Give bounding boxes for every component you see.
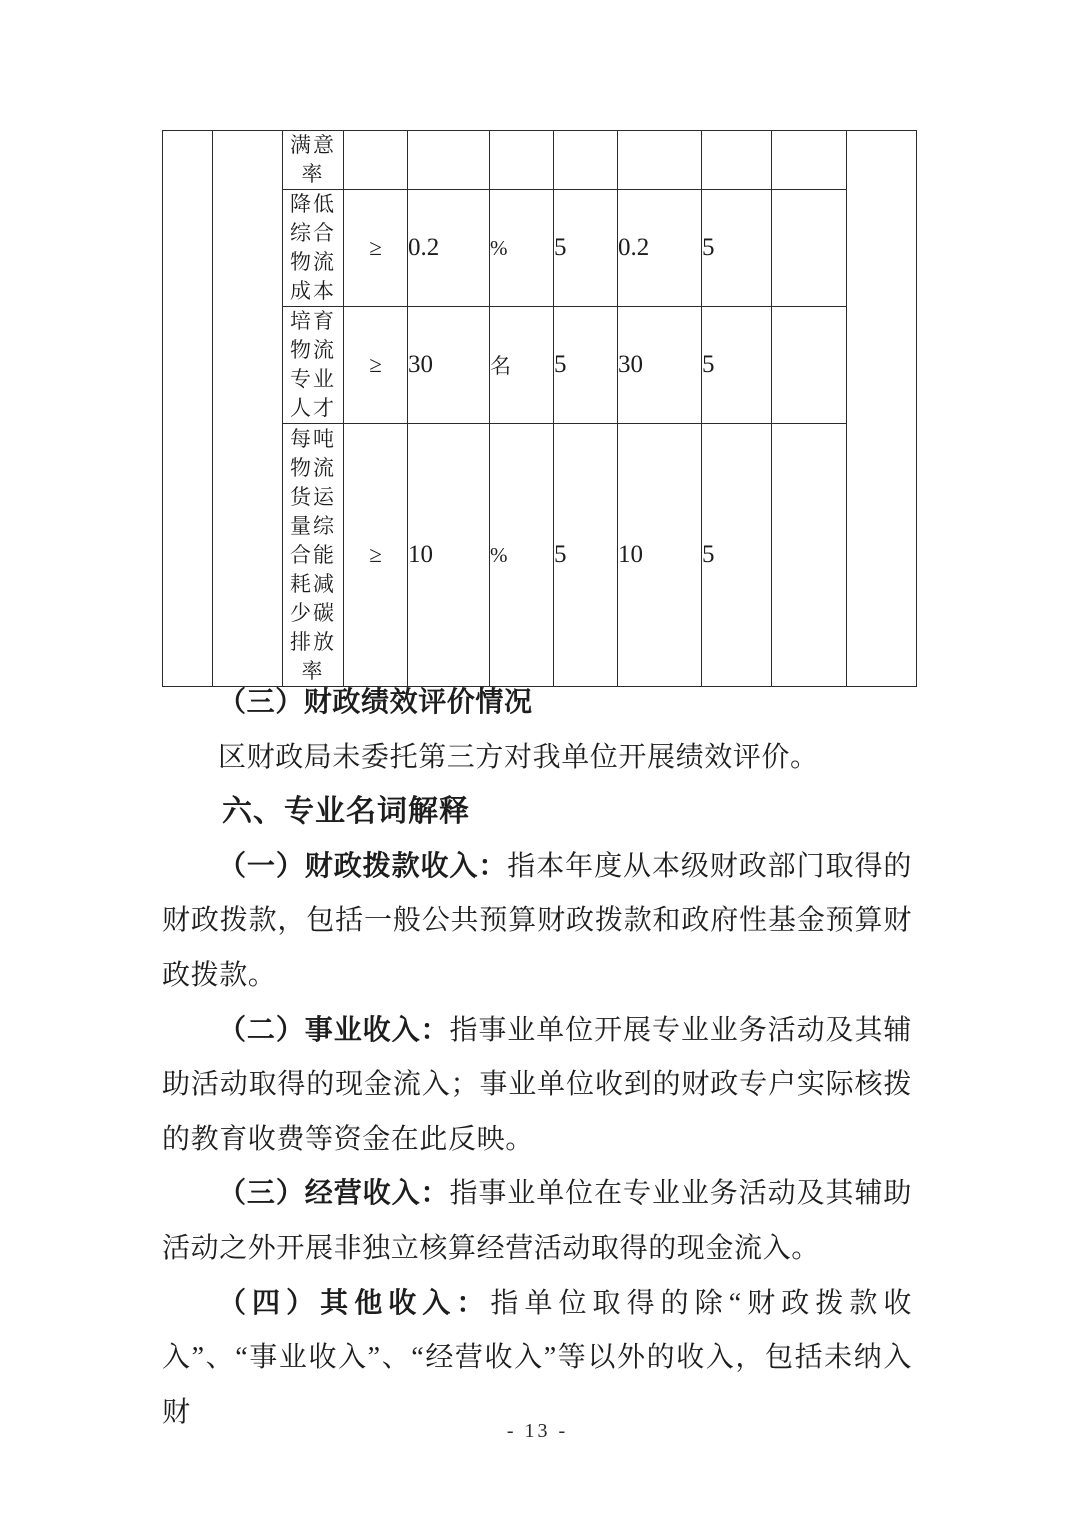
- indicator-cell: 培育物流专业人才: [283, 307, 344, 424]
- page-number: - 13 -: [506, 1420, 569, 1442]
- document-body: [162, 676, 912, 1440]
- score-cell: 5: [702, 307, 772, 424]
- definition-paragraph-3: [162, 1167, 912, 1276]
- empty-cell: [772, 424, 847, 687]
- operator-cell: ≥: [344, 190, 408, 307]
- empty-cell: [772, 131, 847, 190]
- merged-empty-cell-remarks: [847, 131, 917, 687]
- actual-value-cell: 0.2: [618, 190, 702, 307]
- operator-cell: ≥: [344, 424, 408, 687]
- actual-value-cell: [618, 131, 702, 190]
- score-cell: [702, 131, 772, 190]
- score-cell: 5: [702, 190, 772, 307]
- definition-paragraph-1: [162, 840, 912, 1004]
- weight-cell: [554, 131, 618, 190]
- unit-cell: %: [490, 190, 554, 307]
- target-value-cell: 0.2: [408, 190, 490, 307]
- weight-cell: 5: [554, 307, 618, 424]
- operator-cell: ≥: [344, 307, 408, 424]
- merged-empty-cell-group: [213, 131, 283, 687]
- definition-text-4: 指单位取得的除“财政拨款收入”、“事业收入”、“经营收入”等以外的收入，包括未纳入财: [162, 1287, 912, 1428]
- empty-cell: [772, 307, 847, 424]
- operator-cell: [344, 131, 408, 190]
- section-heading-performance-eval: （三）财政绩效评价情况: [218, 687, 533, 718]
- score-cell: 5: [702, 424, 772, 687]
- target-value-cell: 10: [408, 424, 490, 687]
- definition-term-2: （二）事业收入：: [218, 1014, 450, 1046]
- target-value-cell: 30: [408, 307, 490, 424]
- unit-cell: 名: [490, 307, 554, 424]
- definition-text-2: 指事业单位开展专业业务活动及其辅助活动取得的现金流入；事业单位收到的财政专户实际核拨的教育收费等资金在此反映。: [162, 1014, 912, 1155]
- definition-text-1: 指本年度从本级财政部门取得的财政拨款，包括一般公共预算财政拨款和政府性基金预算财政拨款。: [162, 850, 912, 991]
- unit-cell: %: [490, 424, 554, 687]
- definition-term-1: （一）财政拨款收入：: [218, 850, 508, 882]
- performance-indicator-table: [162, 130, 917, 687]
- indicator-cell: 降低综合物流成本: [283, 190, 344, 307]
- definition-term-3: （三）经营收入：: [218, 1178, 450, 1210]
- table-row: [163, 131, 917, 190]
- unit-cell: [490, 131, 554, 190]
- target-value-cell: [408, 131, 490, 190]
- section-heading-glossary: 六、专业名词解释: [222, 795, 470, 829]
- definition-paragraph-4: [162, 1277, 912, 1441]
- empty-cell: [772, 190, 847, 307]
- performance-eval-paragraph: 区财政局未委托第三方对我单位开展绩效评价。: [218, 741, 819, 773]
- indicator-cell: 满意率: [283, 131, 344, 190]
- definition-text-3: 指事业单位在专业业务活动及其辅助活动之外开展非独立核算经营活动取得的现金流入。: [162, 1178, 912, 1264]
- indicator-cell: 每吨物流货运量综合能耗减少碳排放率: [283, 424, 344, 687]
- actual-value-cell: 30: [618, 307, 702, 424]
- merged-empty-cell-category: [163, 131, 213, 687]
- weight-cell: 5: [554, 190, 618, 307]
- definition-term-4: （四）其他收入：: [218, 1287, 491, 1319]
- weight-cell: 5: [554, 424, 618, 687]
- actual-value-cell: 10: [618, 424, 702, 687]
- definition-paragraph-2: [162, 1004, 912, 1168]
